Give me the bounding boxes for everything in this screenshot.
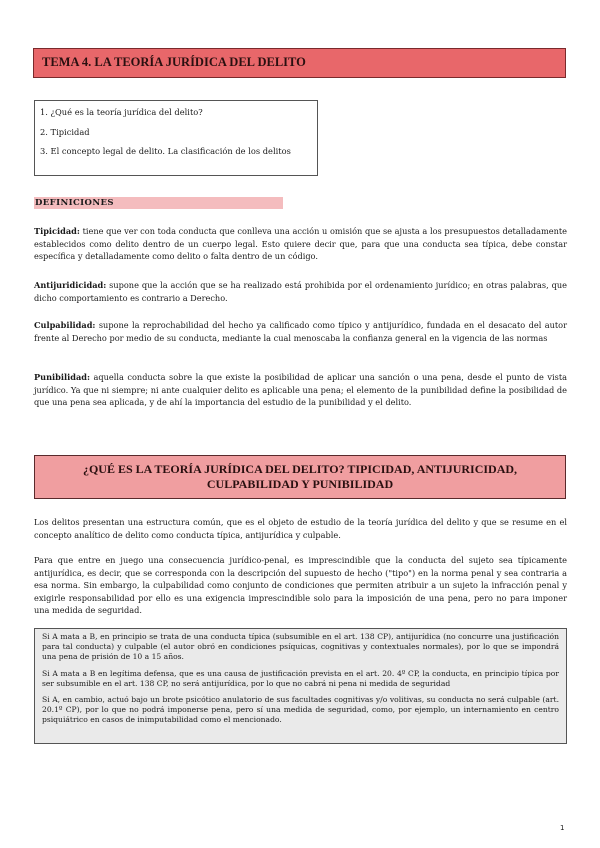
- example-paragraph: Si A mata a B en legítima defensa, que es una causa de justificación prevista en el art. 20. 4º CP, la conducta, en principio típica por ser subsumible en el art. 138 CP, no será antijurídica, por lo que no cabrá ni pena ni medida de seguridad: [42, 668, 559, 688]
- definition-term: Tipicidad:: [34, 226, 80, 236]
- examples-box: [34, 628, 567, 744]
- body-paragraph: Los delitos presentan una estructura común, que es el objeto de estudio de la teoría jurídica del delito y que se resume en el concepto analítico de delito como conducta típica, antijurídica y culpable.: [34, 517, 567, 540]
- toc-item: 3. El concepto legal de delito. La clasificación de los delitos: [40, 146, 291, 156]
- table-of-contents: [34, 100, 318, 176]
- toc-item: 1. ¿Qué es la teoría jurídica del delito?: [40, 107, 203, 117]
- definition-tipicidad: [34, 225, 567, 263]
- section-heading-line: CULPABILIDAD Y PUNIBILIDAD: [206, 477, 394, 491]
- example-paragraph: Si A mata a B, en principio se trata de una conducta típica (subsumible en el art. 138 CP), antijurídica (no concurre una justificación para tal conducta) y culpable (el autor obró en condiciones psíquicas, cognitivas y contextuales normales), por lo que se impondrá una pena de prisión de 10 a 15 años.: [42, 632, 559, 662]
- definition-term: Punibilidad:: [34, 372, 91, 382]
- definition-text: aquella conducta sobre la que existe la posibilidad de aplicar una sanción o una pena, desde el punto de vista jurídico. Ya que ni siempre; ni ante cualquier delito es aplicable una pena; el elemento de la punibilidad define la posibilidad de que una pena sea aplicada, y de ahí la importancia del estudio de la punibilidad y el delito.: [34, 372, 567, 407]
- definition-text: supone la reprochabilidad del hecho ya calificado como típico y antijurídico, fundada en el desacato del autor frente al Derecho por medio de su conducta, mediante la cual menoscaba la confianza general en la vigencia de las normas: [34, 320, 567, 343]
- example-paragraph: Si A, en cambio, actuó bajo un brote psicótico anulatorio de sus facultades cognitivas y/o volitivas, su conducta no será culpable (art. 20.1º CP), por lo que no podrá imponerse pena, pero sí una medida de seguridad, como, por ejemplo, un internamiento en centro psiquiátrico en casos de inimputabilidad como el mencionado.: [42, 695, 559, 725]
- definition-term: Culpabilidad:: [34, 320, 96, 330]
- section-heading-line: ¿QUÉ ES LA TEORÍA JURÍDICA DEL DELITO? TIPICIDAD, ANTIJURICIDAD,: [82, 462, 518, 476]
- toc-item: 2. Tipicidad: [40, 126, 90, 137]
- definition-text: supone que la acción que se ha realizado está prohibida por el ordenamiento jurídico; en otras palabras, que dicho comportamiento es contrario a Derecho.: [34, 280, 567, 303]
- section-heading: [34, 455, 566, 499]
- definition-antijuridicidad: [34, 279, 567, 304]
- definitions-heading: DEFINICIONES: [34, 197, 283, 209]
- page-title: TEMA 4. LA TEORÍA JURÍDICA DEL DELITO: [33, 48, 566, 78]
- definition-term: Antijuridicidad:: [34, 280, 107, 290]
- definition-text: tiene que ver con toda conducta que conlleva una acción u omisión que se ajusta a los presupuestos detalladamente establecidos como delito dentro de un cuerpo legal. Esto quiere decir que, para que una conducta sea típica, debe constar específica y detalladamente como delito o falta dentro de un código.: [34, 226, 567, 261]
- page-number: 1: [560, 824, 565, 832]
- definition-punibilidad: [34, 371, 567, 409]
- body-paragraph: Para que entre en juego una consecuencia jurídico-penal, es imprescindible que la conducta del sujeto sea típicamente antijurídica, es decir, que se corresponda con la descripción del supuesto de hecho ("tipo") en la norma penal y sea contraria a esa norma. Sin embargo, la culpabilidad como conjunto de condiciones que permiten atribuir a un sujeto la infracción penal y exigirle responsabilidad por ello es una exigencia imprescindible solo para la imposición de una pena, pero no para imponer una medida de seguridad.: [34, 555, 567, 615]
- definition-culpabilidad: [34, 319, 567, 344]
